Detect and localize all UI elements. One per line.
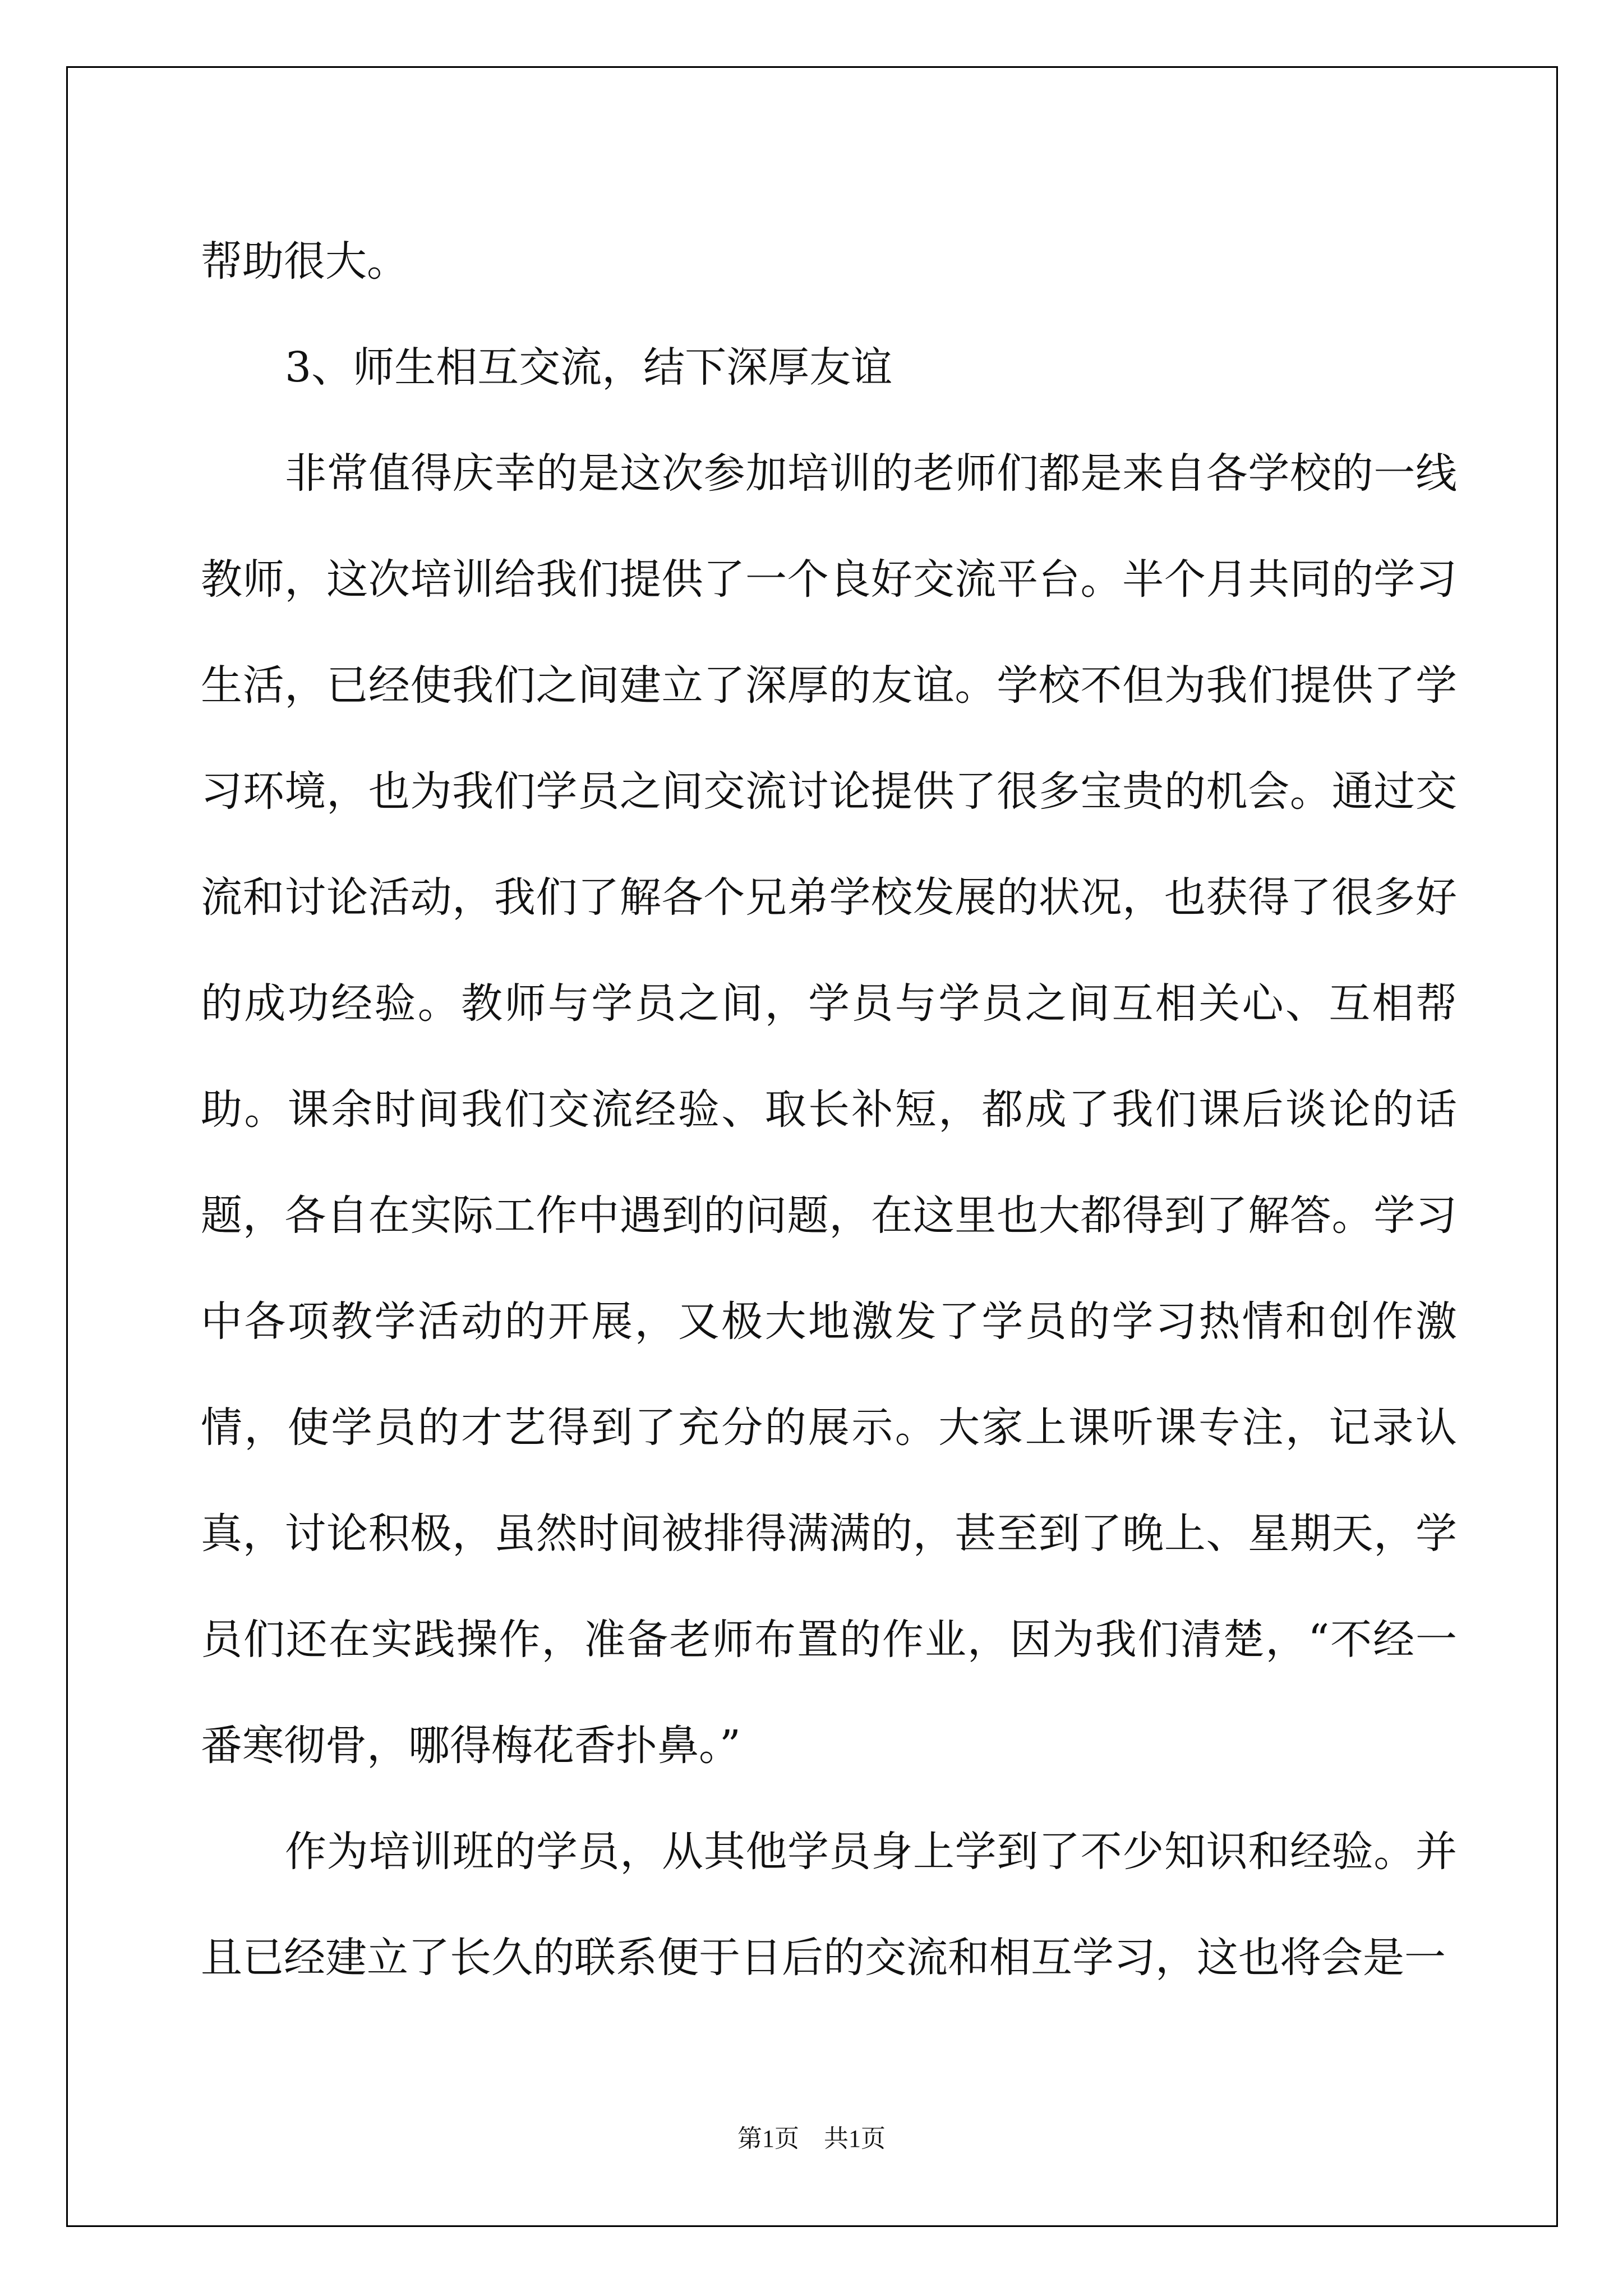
paragraph-continuation: 帮助很大。 xyxy=(201,237,408,286)
paragraph-body: 非常值得庆幸的是这次参加培训的老师们都是来自各学校的一线教师，这次培训给我们提供了一个良好交流平台。半个月共同的学习生活，已经使我们之间建立了深厚的友谊。学校不但为我们提供了学习环境，也为我们学员之间交流讨论提供了很多宝贵的机会。通过交流和讨论活动，我们了解各个兄弟学校发展的状况，也获得了很多好的成功经验。教师与学员之间，学员与学员之间互相关心、互相帮助。课余时间我们交流经验、取长补短，都成了我们课后谈论的话题，各自在实际工作中遇到的问题，在这里也大都得到了解答。学习中各项教学活动的开展，又极大地激发了学员的学习热情和创作激情，使学员的才艺得到了充分的展示。大家上课听课专注，记录认真，讨论积极，虽然时间被排得满满的，甚至到了晚上、星期天，学员们还在实践操作，准备老师布置的作业，因为我们清楚，“不经一番寒彻骨，哪得梅花香扑鼻。” xyxy=(201,449,1457,1770)
page-number-footer: 第1页 共1页 xyxy=(737,2125,886,2152)
document-body xyxy=(201,209,1457,2011)
paragraph-body: 作为培训班的学员，从其他学员身上学到了不少知识和经验。并且已经建立了长久的联系便于日后的交流和相互学习，这也将会是一 xyxy=(201,1828,1457,1982)
section-heading: 3、师生相互交流，结下深厚友谊 xyxy=(285,343,893,392)
